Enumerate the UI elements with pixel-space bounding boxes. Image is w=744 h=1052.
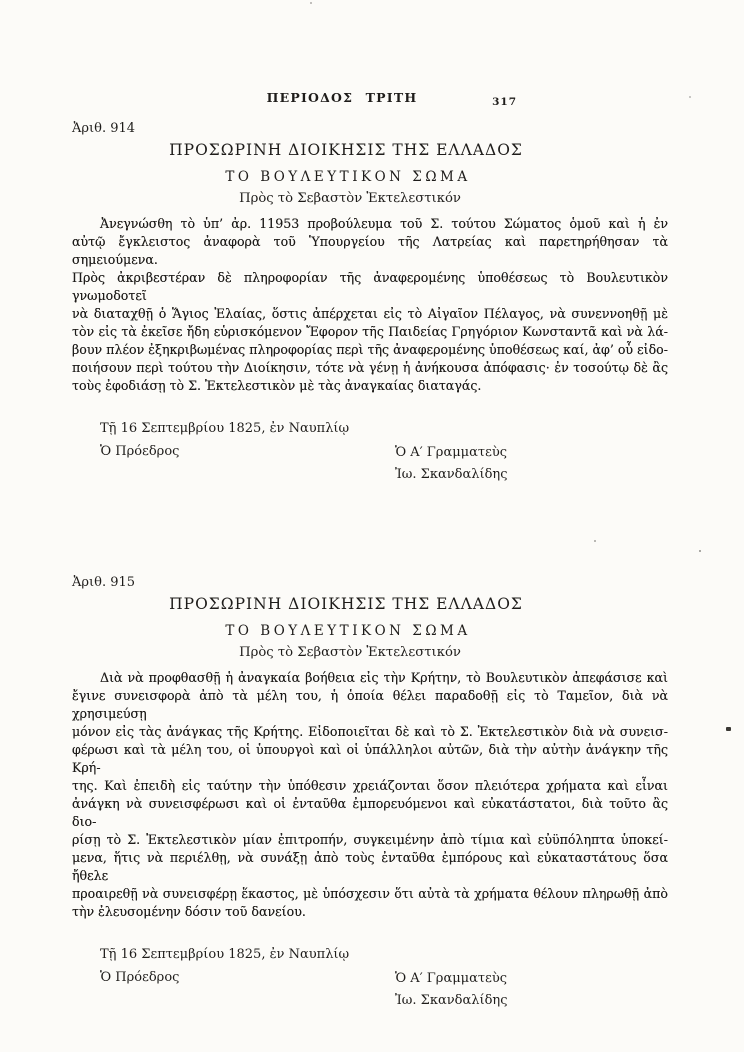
decree-title: ΠΡΟΣΩΡΙΝΗ ΔΙΟΙΚΗΣΙΣ ΤΗΣ ΕΛΛΑΔΟΣ: [169, 595, 523, 613]
paragraph-line: τοὺς ἐφοδιάσῃ τὸ Σ. Ἐκτελεστικὸν μὲ τὰς ἀναγκαίας διαταγάς.: [72, 378, 482, 393]
ink-speck: [699, 550, 701, 552]
paragraph-line: Διὰ νὰ προφθασθῇ ἡ ἀναγκαία βοήθεια εἰς τὴν Κρήτην, τὸ Βουλευτικὸν ἀπεφάσισε καὶ: [100, 670, 668, 685]
signature-secretary: [395, 444, 507, 483]
paragraph-line: τὴν ἐλευσομένην δόσιν τοῦ δανείου.: [72, 904, 306, 919]
signature-president-title: Ὁ Πρόεδρος: [100, 444, 180, 459]
issuing-body-heading: ΤΟ ΒΟΥΛΕΥΤΙΚΟΝ ΣΩΜΑ: [225, 169, 471, 185]
decree-body-paragraph: [72, 669, 668, 921]
paragraph-line: ἔγινε συνεισφορὰ ἀπὸ τὰ μέλη του, ἡ ὁποία θέλει παραδοθῇ εἰς τὸ Ταμεῖον, διὰ νὰ χρησιμεύσῃ: [72, 688, 668, 721]
paragraph-line: μενα, ἥτις νὰ περιέλθῃ, νὰ συνάξῃ ἀπὸ τοὺς ἐνταῦθα ἐμπόρους καὶ εὐκαταστάτους ὅσα ἤθελε: [72, 850, 668, 883]
running-title: ΠΕΡΙΟΔΟΣ ΤΡΙΤΗ: [266, 90, 418, 105]
addressee-line: Πρὸς τὸ Σεβαστὸν Ἐκτελεστικόν: [239, 645, 461, 660]
decree-number: Ἀριθ. 915: [72, 575, 136, 590]
paragraph-line: νὰ διαταχθῇ ὁ Ἅγιος Ἐλαίας, ὅστις ἀπέρχεται εἰς τὸ Αἰγαῖον Πέλαγος, νὰ συνεννοηθῇ μὲ: [72, 306, 668, 321]
decree-915: [72, 575, 668, 1017]
paragraph-line: φέρωσι καὶ τὰ μέλη του, οἱ ὑπουργοὶ καὶ οἱ ὑπάλληλοι αὐτῶν, διὰ τὴν αὐτὴν ἀνάγκην τῆς Κρή-: [72, 742, 668, 775]
signature-president-title: Ὁ Πρόεδρος: [100, 970, 180, 985]
paragraph-line: προαιρεθῇ νὰ συνεισφέρῃ ἕκαστος, μὲ ὑπόσχεσιν ὅτι αὐτὰ τὰ χρήματα θέλουν πληρωθῇ ἀπὸ: [72, 886, 668, 901]
paragraph-line: Ἀνεγνώσθη τὸ ὑπ’ ἀρ. 11953 προβούλευμα τοῦ Σ. τούτου Σώματος ὁμοῦ καὶ ἡ ἐν: [100, 216, 668, 231]
paragraph-line: αὐτῷ ἔγκλειστος ἀναφορὰ τοῦ Ὑπουργείου τῆς Λατρείας καὶ παρετηρήθησαν τὰ σημειούμενα.: [72, 234, 668, 267]
paragraph-line: της. Καὶ ἐπειδὴ εἰς ταύτην τὴν ὑπόθεσιν χρειάζονται ὅσον πλειότερα χρήματα καὶ εἶναι: [72, 778, 668, 793]
issuing-body-heading: ΤΟ ΒΟΥΛΕΥΤΙΚΟΝ ΣΩΜΑ: [225, 623, 471, 639]
paragraph-line: τὸν εἰς τὰ ἐκεῖσε ἤδη εὑρισκόμενον Ἔφορον τῆς Παιδείας Γρηγόριον Κωνσταντᾶ καὶ νὰ λά-: [72, 324, 668, 339]
paragraph-line: βουν πλέον ἐξηκριβωμένας πληροφορίας περὶ τῆς ἀναφερομένης ὑποθέσεως καί, ἀφ’ οὗ εἰδο-: [72, 342, 668, 357]
signature-block: [100, 443, 668, 491]
decree-title: ΠΡΟΣΩΡΙΝΗ ΔΙΟΙΚΗΣΙΣ ΤΗΣ ΕΛΛΑΔΟΣ: [169, 141, 523, 159]
page-number: 317: [492, 96, 517, 108]
paragraph-line: ἀνάγκη νὰ συνεισφέρωσι καὶ οἱ ἐνταῦθα ἐμπορευόμενοι καὶ εὐκατάστατοι, διὰ τοῦτο ἂς διο-: [72, 796, 668, 829]
decree-914: [72, 121, 668, 491]
paragraph-line: Πρὸς ἀκριβεστέραν δὲ πληροφορίαν τῆς ἀναφερομένης ὑποθέσεως τὸ Βουλευτικὸν γνωμοδοτεῖ: [72, 270, 668, 303]
running-header: [72, 90, 668, 107]
ink-speck: [594, 540, 596, 542]
signature-secretary-title: Ὁ Α′ Γραμματεὺς: [395, 971, 508, 986]
paragraph-line: ρίσῃ τὸ Σ. Ἐκτελεστικὸν μίαν ἐπιτροπήν, συγκειμένην ἀπὸ τίμια καὶ εὐϋπόληπτα ὑποκεί-: [72, 832, 668, 847]
dateline: Τῇ 16 Σεπτεμβρίου 1825, ἐν Ναυπλίῳ: [100, 947, 350, 962]
dateline: Τῇ 16 Σεπτεμβρίου 1825, ἐν Ναυπλίῳ: [100, 421, 350, 436]
signature-block: [100, 969, 668, 1017]
signature-secretary-name: Ἰω. Σκανδαλίδης: [395, 467, 508, 482]
ink-speck: [689, 96, 691, 98]
signature-secretary: [395, 970, 507, 1009]
signature-secretary-name: Ἰω. Σκανδαλίδης: [395, 993, 508, 1008]
decree-number: Ἀριθ. 914: [72, 121, 136, 136]
ink-speck: [726, 727, 731, 731]
decree-body-paragraph: [72, 215, 668, 395]
paragraph-line: ποιήσουν περὶ τούτου τὴν Διοίκησιν, τότε νὰ γένῃ ἡ ἀνήκουσα ἀπόφασις· ἐν τοσούτῳ δὲ ἂς: [72, 360, 668, 375]
signature-secretary-title: Ὁ Α′ Γραμματεὺς: [395, 445, 508, 460]
paragraph-line: μόνον εἰς τὰς ἀνάγκας τῆς Κρήτης. Εἰδοποιεῖται δὲ καὶ τὸ Σ. Ἐκτελεστικὸν διὰ νὰ συνεισ-: [72, 724, 668, 739]
ink-speck: [310, 2, 312, 4]
addressee-line: Πρὸς τὸ Σεβαστὸν Ἐκτελεστικόν: [239, 191, 461, 206]
